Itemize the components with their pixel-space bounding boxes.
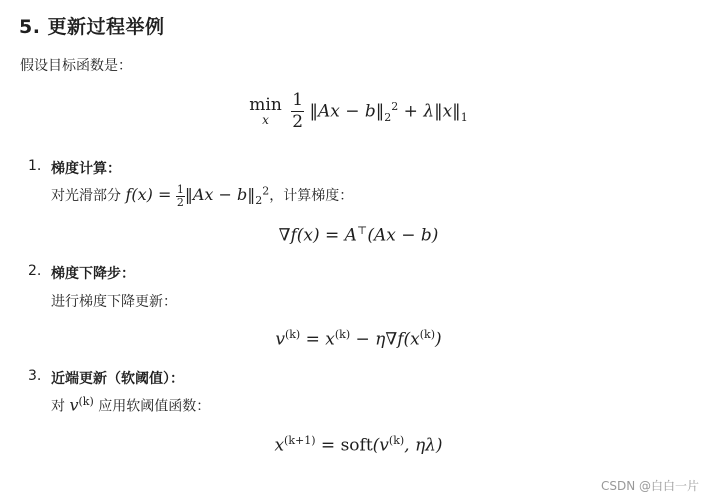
objective-regularizer: + λ‖x‖ [403,101,461,122]
step-1-frac-den: 2 [176,196,184,209]
step-1-desc-body: ‖Ax − b‖ [184,185,256,204]
step-1-title: 梯度计算： [51,161,121,177]
step-1-desc-sub: 2 [255,193,263,207]
objective-l1-subscript: 1 [460,110,468,124]
step-1-desc-sup: 2 [262,184,270,198]
step-3-desc-suffix: 应用软阈值函数： [98,398,211,415]
step-3-description [51,395,210,416]
fraction-numerator: 1 [292,90,304,110]
step-1-equation [0,224,717,246]
step-2-number: 2. [28,263,42,279]
objective-norm-subscript: 2 [384,110,392,124]
step-2-eq-x: = x [305,329,335,350]
half-fraction [291,92,304,131]
step-3-eq-equals: = [320,435,336,456]
step-1-description [51,184,353,208]
min-operator [249,97,282,126]
step-1-desc-fx: f(x) = [125,185,172,204]
step-2-eq-close: ) [435,329,442,350]
gradient-rhs: (Ax − b) [367,225,439,246]
step-1-desc-suffix: ，计算梯度： [269,188,354,204]
step-3-equation [0,434,717,456]
v-symbol: v [275,329,285,350]
step-3-eq-x-sup: (k+1) [284,434,316,447]
objective-body: ‖Ax − b‖ [309,101,385,122]
step-3-eq-v-sup: (k) [388,434,405,447]
step-3-desc-v-sup: (k) [78,395,94,408]
transpose-symbol: ⊤ [356,224,368,237]
intro-text: 假设目标函数是： [20,58,132,74]
x-superscript-2: (k) [419,328,435,341]
step-3-number: 3. [28,368,42,384]
v-superscript: (k) [284,328,301,341]
step-3-title: 近端更新（软阈值）： [51,371,184,387]
step-1-desc-fraction [176,184,185,208]
x-superscript: (k) [334,328,351,341]
step-3-eq-end: , ηλ) [404,435,443,456]
section-heading: 5. 更新过程举例 [19,16,165,38]
step-1-desc-prefix: 对光滑部分 [51,188,121,204]
step-1-number: 1. [28,158,42,174]
step-3-desc-prefix: 对 [51,398,65,415]
step-3-eq-open: (v [372,435,389,456]
soft-function: soft [340,435,373,456]
fraction-denominator: 2 [292,112,304,132]
min-subscript: x [262,113,269,127]
step-3-eq-x: x [274,435,285,456]
step-1-frac-num: 1 [176,183,184,196]
step-2-equation [0,328,717,350]
step-2-description: 进行梯度下降更新： [51,294,177,310]
objective-equation [0,92,717,131]
objective-norm-superscript: 2 [391,99,399,113]
step-3-desc-v: v [69,395,79,415]
step-2-eq-gradient: − η∇f(x [355,329,420,350]
step-2-title: 梯度下降步： [51,266,135,282]
min-label: min [249,95,282,115]
csdn-watermark: CSDN @白白一片 [600,479,699,493]
gradient-lhs: ∇f(x) = A [278,225,357,246]
